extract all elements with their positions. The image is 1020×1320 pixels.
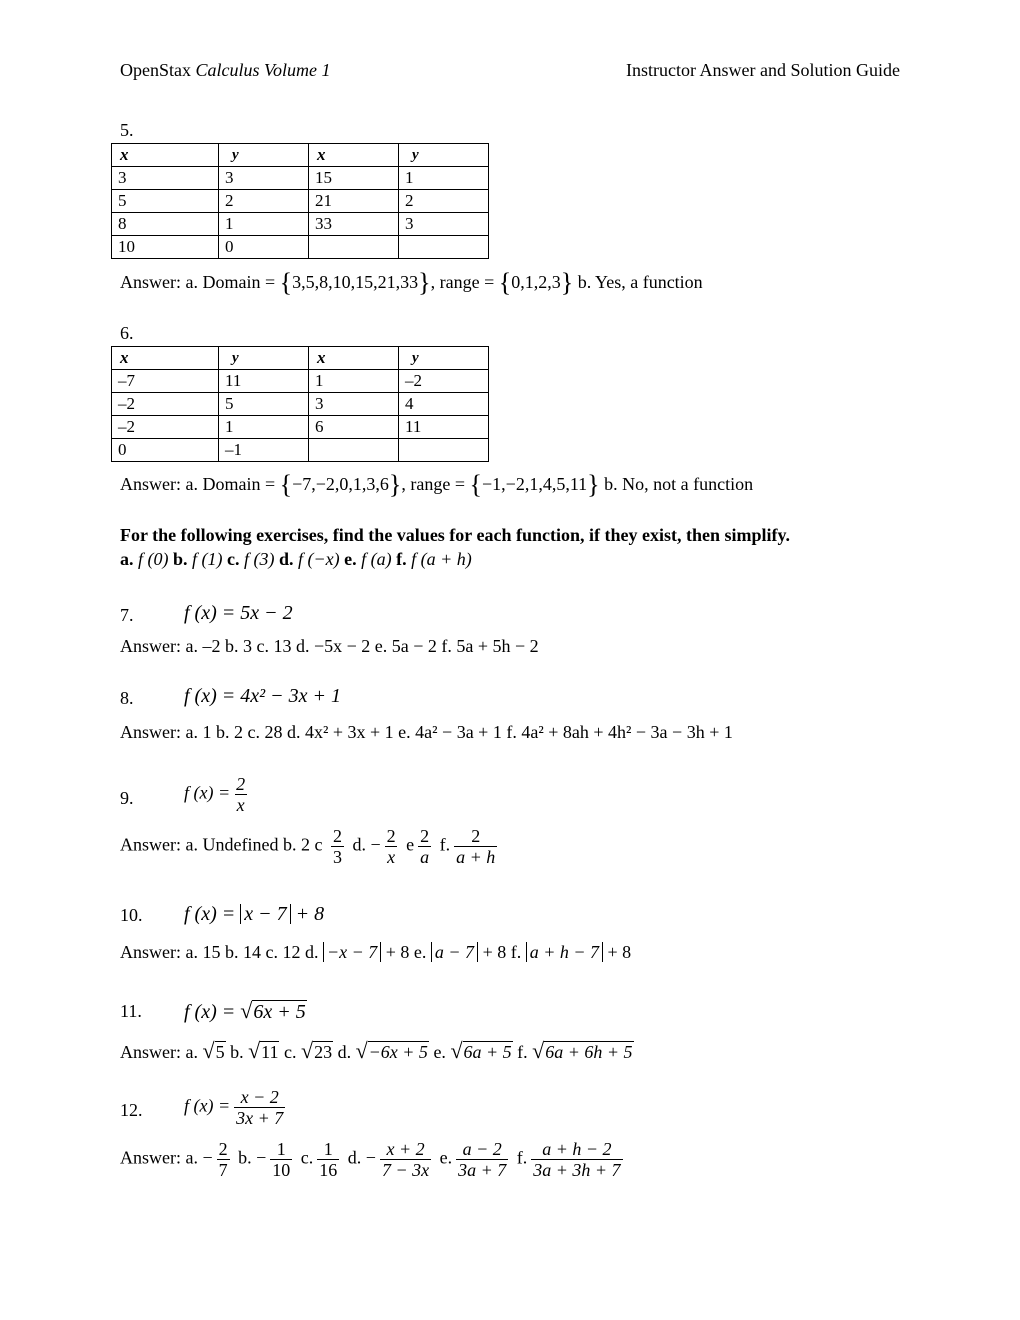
- problem-11-number: 11.: [120, 1001, 142, 1021]
- table-row: 10 0: [112, 236, 489, 259]
- table-row: 3 3 15 1: [112, 167, 489, 190]
- problem-12-answer: Answer: a. − $\frac{2}{7}$ b. − $\frac{1}{10}$ c. $\frac{1}{16}$ d. − $\frac{x + 2}{7 - 3x}$ e. $\frac{a - 2}{3a + 7}$ f. $\frac{a + h - 2}{3a + 3h + 7}$: [120, 1139, 621, 1180]
- header-guide-title: Instructor Answer and Solution Guide: [626, 60, 900, 80]
- problem-8-answer: Answer: a. 1 b. 2 c. 28 d. 4x² + 3x + 1 e. 4a² − 3a + 1 f. 4a² + 8ah + 4h² − 3a − 3h + 1: [120, 722, 733, 742]
- problem-10-number: 10.: [120, 905, 143, 925]
- table-header: y: [219, 144, 309, 167]
- problem-5-answer: Answer: a. Domain = {3,5,8,10,15,21,33}, range = {0,1,2,3} b. Yes, a function: [120, 268, 703, 297]
- table-header: y: [399, 144, 489, 167]
- problem-6-table: [111, 346, 489, 462]
- problem-9-number: 9.: [120, 788, 134, 808]
- problem-8-number: 8.: [120, 688, 134, 708]
- table-row: 5 2 21 2: [112, 190, 489, 213]
- table-row: –2 5 3 4: [112, 393, 489, 416]
- header-book-title: OpenStax Calculus Volume 1: [120, 60, 331, 80]
- table-header: x: [309, 144, 399, 167]
- problem-10-answer: Answer: a. 15 b. 14 c. 12 d. −x − 7 + 8 e. a − 7 + 8 f. a + h − 7 + 8: [120, 942, 632, 962]
- table-header: y: [219, 347, 309, 370]
- table-row: 0 –1: [112, 439, 489, 462]
- problem-9-function: f (x) = $\frac{2}{x}$: [184, 774, 246, 815]
- problem-9-answer: Answer: a. Undefined b. 2 c $\frac{2}{3}$ d. − $\frac{2}{x}$ e $\frac{2}{a}$ f. $\frac{2}{a + h}$: [120, 826, 496, 867]
- problem-5-table: [111, 143, 489, 259]
- instructions-heading: For the following exercises, find the values for each function, if they exist, then simplify.: [120, 525, 790, 545]
- problem-6-number: 6.: [120, 323, 134, 343]
- problem-7-number: 7.: [120, 605, 134, 625]
- problem-12-function: f (x) = $\frac{x - 2}{3x + 7}$: [184, 1087, 284, 1128]
- problem-10-function: f (x) = x − 7 + 8: [184, 903, 325, 925]
- table-header: x: [112, 347, 219, 370]
- problem-12-number: 12.: [120, 1100, 143, 1120]
- table-header: x: [309, 347, 399, 370]
- table-row: –2 1 6 11: [112, 416, 489, 439]
- problem-7-answer: Answer: a. –2 b. 3 c. 13 d. −5x − 2 e. 5a − 2 f. 5a + 5h − 2: [120, 636, 539, 656]
- problem-8-function: f (x) = 4x² − 3x + 1: [184, 685, 341, 707]
- table-header: y: [399, 347, 489, 370]
- problem-11-answer: Answer: a. √5 b. √11 c. √23 d. √−6x + 5 e. √6a + 5 f. √6a + 6h + 5: [120, 1038, 633, 1063]
- problem-5-number: 5.: [120, 120, 134, 140]
- table-header: x: [112, 144, 219, 167]
- table-row: 8 1 33 3: [112, 213, 489, 236]
- problem-6-answer: Answer: a. Domain = {−7,−2,0,1,3,6}, range = {−1,−2,1,4,5,11} b. No, not a function: [120, 470, 754, 499]
- table-row: –7 11 1 –2: [112, 370, 489, 393]
- problem-7-function: f (x) = 5x − 2: [184, 602, 293, 624]
- problem-11-function: f (x) = √6x + 5: [184, 998, 306, 1023]
- instructions-parts: a. f (0) b. f (1) c. f (3) d. f (−x) e. f (a) f. f (a + h): [120, 549, 472, 569]
